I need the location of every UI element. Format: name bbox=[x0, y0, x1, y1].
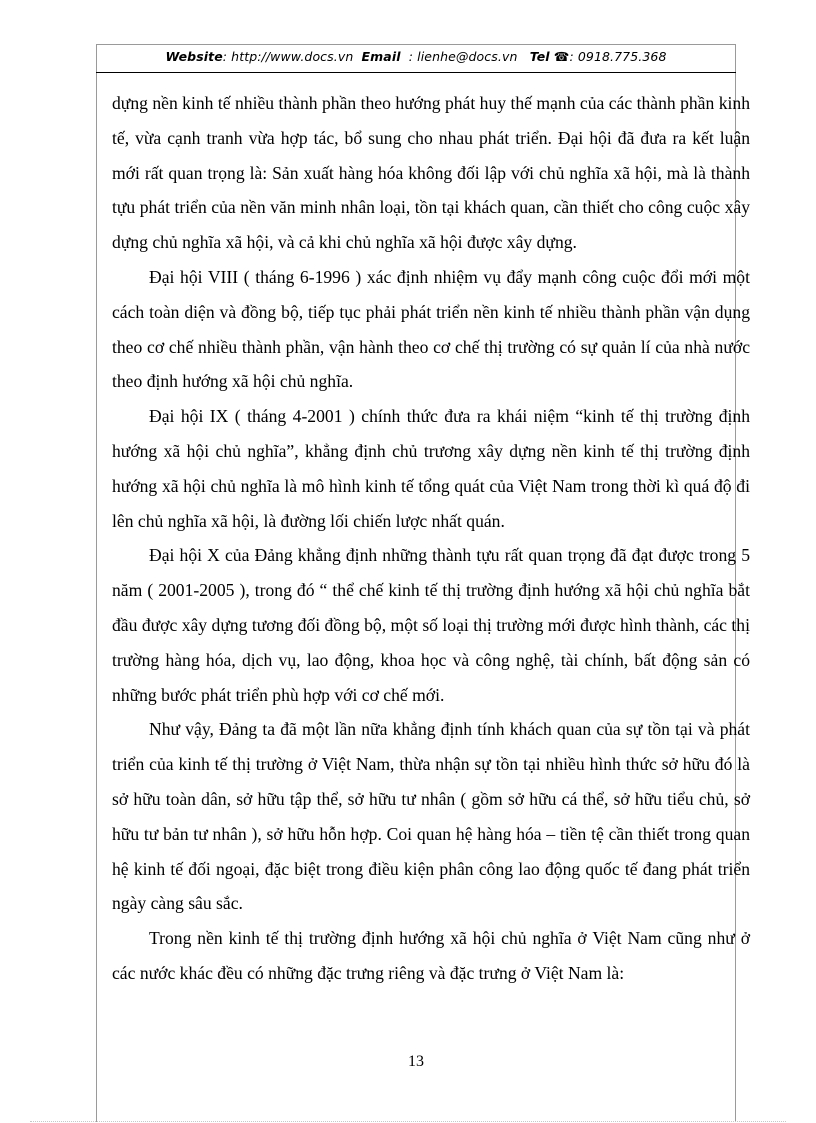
paragraph-4: Đại hội X của Đảng khẳng định những thành tựu rất quan trọng đã đạt được trong 5 năm ( 2001-2005 ), trong đó “ thể chế kinh tế thị trường định hướng xã hội chủ nghĩa bắt đầu được xây dựng tương đối đồng bộ, một số loại thị trường mới được hình thành, các thị trường hàng hóa, dịch vụ, lao động, khoa học và công nghệ, tài chính, bất động sản có những bước phát triển phù hợp với cơ chế mới. bbox=[112, 545, 750, 705]
paragraph-2: Đại hội VIII ( tháng 6-1996 ) xác định nhiệm vụ đẩy mạnh công cuộc đổi mới một cách toàn diện và đồng bộ, tiếp tục phải phát triển nền kinh tế nhiều thành phần vận dụng theo cơ chế nhiều thành phần, vận hành theo cơ chế thị trường có sự quản lí của nhà nước theo định hướng xã hội chủ nghĩa. bbox=[112, 266, 750, 392]
email-label: Email bbox=[361, 49, 401, 64]
paragraph-5: Như vậy, Đảng ta đã một lần nữa khẳng định tính khách quan của sự tồn tại và phát triển của kinh tế thị trường ở Việt Nam, thừa nhận sự tồn tại nhiều hình thức sở hữu đó là sở hữu toàn dân, sở hữu tập thể, sở hữu tư nhân ( gồm sở hữu cá thể, sở hữu tiểu chủ, sở hữu tư bản tư nhân ), sở hữu hỗn hợp. Coi quan hệ hàng hóa – tiền tệ cần thiết trong quan hệ kinh tế đối ngoại, đặc biệt trong điều kiện phân công lao động quốc tế đang phát triển ngày càng sâu sắc. bbox=[112, 719, 750, 914]
email-value: : lienhe@docs.vn bbox=[408, 49, 518, 64]
paragraph-6: Trong nền kinh tế thị trường định hướng xã hội chủ nghĩa ở Việt Nam cũng như ở các nước khác đều có những đặc trưng riêng và đặc trưng ở Việt Nam là: bbox=[112, 928, 750, 983]
page-header bbox=[96, 49, 736, 64]
paragraph-3: Đại hội IX ( tháng 4-2001 ) chính thức đưa ra khái niệm “kinh tế thị trường định hướng xã hội chủ nghĩa”, khẳng định chủ trương xây dựng nền kinh tế thị trường định hướng xã hội chủ nghĩa là mô hình kinh tế tổng quát của Việt Nam trong thời kì quá độ đi lên chủ nghĩa xã hội, là đường lối chiến lược nhất quán. bbox=[112, 406, 750, 531]
header-rule bbox=[96, 72, 736, 73]
website-value: : http://www.docs.vn bbox=[222, 49, 354, 64]
website-label: Website bbox=[165, 49, 223, 64]
paragraph-1: dựng nền kinh tế nhiều thành phần theo hướng phát huy thế mạnh của các thành phần kinh tế, vừa cạnh tranh vừa hợp tác, bổ sung cho nhau phát triển. Đại hội đã đưa ra kết luận mới rất quan trọng là: Sản xuất hàng hóa không đối lập với chủ nghĩa xã hội, mà là thành tựu phát triển của nền văn minh nhân loại, tồn tại khách quan, cần thiết cho công cuộc xây dựng chủ nghĩa xã hội, và cả khi chủ nghĩa xã hội được xây dựng. bbox=[112, 93, 750, 253]
page-number: 13 bbox=[408, 1053, 424, 1070]
tel-label: Tel bbox=[529, 49, 550, 64]
footer-divider bbox=[30, 1121, 786, 1122]
phone-icon: ☎ bbox=[553, 49, 570, 64]
tel-value: : 0918.775.368 bbox=[569, 49, 667, 64]
document-body bbox=[112, 86, 750, 991]
